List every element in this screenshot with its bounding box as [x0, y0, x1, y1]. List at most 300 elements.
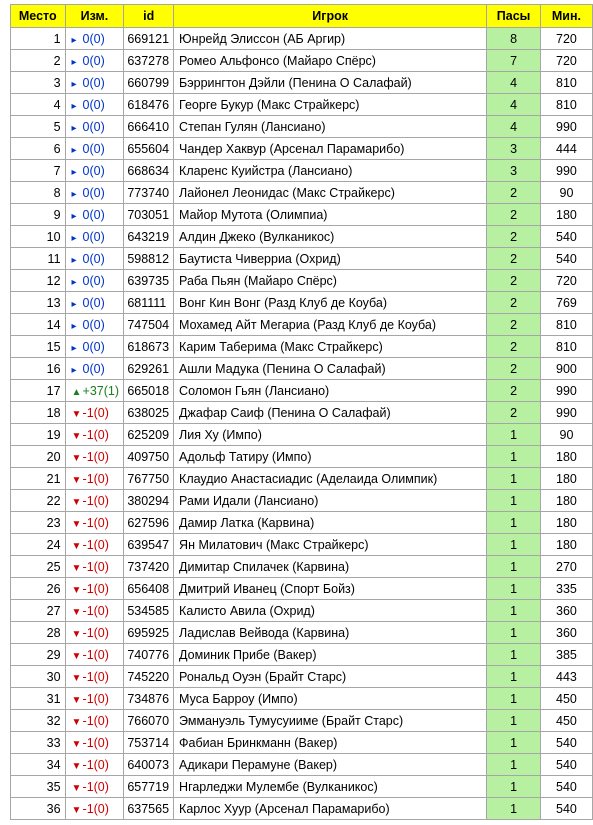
id-cell[interactable]: 655604	[124, 138, 174, 160]
player-cell[interactable]: Мохамед Айт Мегариа (Разд Клуб де Коуба)	[174, 314, 487, 336]
rank-cell[interactable]: 29	[11, 644, 66, 666]
change-cell[interactable]	[65, 116, 124, 138]
minutes-cell[interactable]: 810	[540, 72, 592, 94]
assists-cell[interactable]: 1	[487, 622, 541, 644]
table-row	[11, 248, 593, 270]
minutes-cell[interactable]: 360	[540, 600, 592, 622]
rank-cell[interactable]: 15	[11, 336, 66, 358]
arrow-down-icon: ▼	[71, 562, 82, 574]
rank-cell[interactable]: 5	[11, 116, 66, 138]
change-cell[interactable]	[65, 424, 124, 446]
player-cell[interactable]: Вонг Кин Вонг (Разд Клуб де Коуба)	[174, 292, 487, 314]
player-cell[interactable]: Лия Ху (Импо)	[174, 424, 487, 446]
change-value: 0(0)	[82, 207, 105, 222]
arrow-down-icon: ▼	[71, 474, 82, 486]
id-cell[interactable]: 409750	[124, 446, 174, 468]
rank-cell[interactable]: 11	[11, 248, 66, 270]
change-cell[interactable]	[65, 490, 124, 512]
assists-cell[interactable]: 2	[487, 314, 541, 336]
id-cell[interactable]: 734876	[124, 688, 174, 710]
rank-cell[interactable]: 26	[11, 578, 66, 600]
change-value: 0(0)	[82, 97, 105, 112]
player-cell[interactable]: Майор Мутота (Олимпиа)	[174, 204, 487, 226]
minutes-cell[interactable]: 990	[540, 116, 592, 138]
minutes-cell[interactable]: 540	[540, 732, 592, 754]
player-cell[interactable]: Карим Таберима (Макс Страйкерс)	[174, 336, 487, 358]
player-cell[interactable]: Дамир Латка (Карвина)	[174, 512, 487, 534]
player-cell[interactable]: Ладислав Вейвода (Карвина)	[174, 622, 487, 644]
rank-cell[interactable]: 36	[11, 798, 66, 820]
change-value: 0(0)	[82, 339, 105, 354]
id-cell[interactable]: 643219	[124, 226, 174, 248]
id-cell[interactable]: 380294	[124, 490, 174, 512]
id-cell[interactable]: 740776	[124, 644, 174, 666]
table-body	[11, 28, 593, 820]
arrow-right-icon: ▸	[71, 166, 77, 178]
arrow-right-icon: ▸	[71, 188, 77, 200]
change-cell[interactable]	[65, 512, 124, 534]
player-cell[interactable]: Нгарледжи Мулембе (Вулканикос)	[174, 776, 487, 798]
assists-cell[interactable]: 4	[487, 94, 541, 116]
assists-cell[interactable]: 3	[487, 160, 541, 182]
player-cell[interactable]: Димитар Спилачек (Карвина)	[174, 556, 487, 578]
rank-cell[interactable]: 27	[11, 600, 66, 622]
assists-cell[interactable]: 1	[487, 644, 541, 666]
change-value: -1(0)	[82, 779, 109, 794]
assists-cell[interactable]: 4	[487, 72, 541, 94]
id-cell[interactable]: 618673	[124, 336, 174, 358]
rank-cell[interactable]: 30	[11, 666, 66, 688]
minutes-cell[interactable]: 810	[540, 336, 592, 358]
change-value: 0(0)	[82, 251, 105, 266]
arrow-down-icon: ▼	[71, 496, 82, 508]
table-row	[11, 50, 593, 72]
change-cell[interactable]	[65, 358, 124, 380]
change-value: -1(0)	[82, 559, 109, 574]
minutes-cell[interactable]: 270	[540, 556, 592, 578]
rank-cell[interactable]: 35	[11, 776, 66, 798]
rank-cell[interactable]: 10	[11, 226, 66, 248]
table-row	[11, 358, 593, 380]
id-cell[interactable]: 773740	[124, 182, 174, 204]
change-cell[interactable]	[65, 94, 124, 116]
change-cell[interactable]	[65, 798, 124, 820]
player-cell[interactable]: Джафар Саиф (Пенина О Салафай)	[174, 402, 487, 424]
change-cell[interactable]	[65, 380, 124, 402]
header-assists[interactable]: Пасы	[487, 5, 541, 28]
change-value: 0(0)	[82, 119, 105, 134]
player-cell[interactable]: Георге Букур (Макс Страйкерс)	[174, 94, 487, 116]
minutes-cell[interactable]: 720	[540, 270, 592, 292]
id-cell[interactable]: 703051	[124, 204, 174, 226]
rank-cell[interactable]: 20	[11, 446, 66, 468]
rank-cell[interactable]: 4	[11, 94, 66, 116]
change-cell[interactable]	[65, 468, 124, 490]
player-cell[interactable]: Дмитрий Иванец (Спорт Бойз)	[174, 578, 487, 600]
player-cell[interactable]: Ашли Мадука (Пенина О Салафай)	[174, 358, 487, 380]
assists-cell[interactable]: 3	[487, 138, 541, 160]
player-cell[interactable]: Баутиста Чиверриа (Охрид)	[174, 248, 487, 270]
id-cell[interactable]: 638025	[124, 402, 174, 424]
arrow-down-icon: ▼	[71, 804, 82, 816]
rank-cell[interactable]: 17	[11, 380, 66, 402]
assists-cell[interactable]: 1	[487, 490, 541, 512]
player-cell[interactable]: Эммануэль Тумусуииме (Брайт Старс)	[174, 710, 487, 732]
change-cell[interactable]	[65, 644, 124, 666]
rank-cell[interactable]: 21	[11, 468, 66, 490]
arrow-right-icon: ▸	[71, 232, 77, 244]
change-value: 0(0)	[82, 229, 105, 244]
table-row	[11, 204, 593, 226]
arrow-down-icon: ▼	[71, 716, 82, 728]
arrow-down-icon: ▼	[71, 606, 82, 618]
table-row	[11, 512, 593, 534]
change-value: -1(0)	[82, 449, 109, 464]
arrow-down-icon: ▼	[71, 672, 82, 684]
assists-cell[interactable]: 1	[487, 688, 541, 710]
id-cell[interactable]: 656408	[124, 578, 174, 600]
assists-cell[interactable]: 2	[487, 182, 541, 204]
change-cell[interactable]	[65, 270, 124, 292]
arrow-right-icon: ▸	[71, 320, 77, 332]
header-change[interactable]: Изм.	[65, 5, 124, 28]
id-cell[interactable]: 637565	[124, 798, 174, 820]
change-cell[interactable]	[65, 226, 124, 248]
player-cell[interactable]: Фабиан Бринкманн (Вакер)	[174, 732, 487, 754]
assists-cell[interactable]: 4	[487, 116, 541, 138]
table-row	[11, 138, 593, 160]
table-row	[11, 292, 593, 314]
change-cell[interactable]	[65, 138, 124, 160]
change-value: 0(0)	[82, 75, 105, 90]
player-cell[interactable]: Рональд Оуэн (Брайт Старс)	[174, 666, 487, 688]
change-value: -1(0)	[82, 493, 109, 508]
id-cell[interactable]: 629261	[124, 358, 174, 380]
change-value: -1(0)	[82, 427, 109, 442]
id-cell[interactable]: 618476	[124, 94, 174, 116]
player-cell[interactable]: Доминик Прибе (Вакер)	[174, 644, 487, 666]
change-value: -1(0)	[82, 757, 109, 772]
player-cell[interactable]: Раба Пьян (Майаро Спёрс)	[174, 270, 487, 292]
change-cell[interactable]	[65, 710, 124, 732]
assists-cell[interactable]: 2	[487, 204, 541, 226]
minutes-cell[interactable]: 990	[540, 402, 592, 424]
rank-cell[interactable]: 14	[11, 314, 66, 336]
id-cell[interactable]: 660799	[124, 72, 174, 94]
player-cell[interactable]: Соломон Гьян (Лансиано)	[174, 380, 487, 402]
id-cell[interactable]: 753714	[124, 732, 174, 754]
minutes-cell[interactable]: 90	[540, 424, 592, 446]
arrow-right-icon: ▸	[71, 100, 77, 112]
minutes-cell[interactable]: 540	[540, 248, 592, 270]
arrow-down-icon: ▼	[71, 628, 82, 640]
id-cell[interactable]: 737420	[124, 556, 174, 578]
minutes-cell[interactable]: 540	[540, 226, 592, 248]
rank-cell[interactable]: 7	[11, 160, 66, 182]
change-value: 0(0)	[82, 31, 105, 46]
assists-cell[interactable]: 1	[487, 446, 541, 468]
minutes-cell[interactable]: 900	[540, 358, 592, 380]
change-cell[interactable]	[65, 248, 124, 270]
player-cell[interactable]: Алдин Джеко (Вулканикос)	[174, 226, 487, 248]
arrow-right-icon: ▸	[71, 342, 77, 354]
arrow-down-icon: ▼	[71, 782, 82, 794]
assists-cell[interactable]: 7	[487, 50, 541, 72]
change-cell[interactable]	[65, 182, 124, 204]
player-cell[interactable]: Клаудио Анастасиадис (Аделаида Олимпик)	[174, 468, 487, 490]
rank-cell[interactable]: 3	[11, 72, 66, 94]
player-cell[interactable]: Лайонел Леонидас (Макс Страйкерс)	[174, 182, 487, 204]
change-value: 0(0)	[82, 141, 105, 156]
minutes-cell[interactable]: 180	[540, 490, 592, 512]
minutes-cell[interactable]: 450	[540, 710, 592, 732]
rank-cell[interactable]: 33	[11, 732, 66, 754]
table-row	[11, 600, 593, 622]
player-cell[interactable]: Муса Барроу (Импо)	[174, 688, 487, 710]
change-cell[interactable]	[65, 446, 124, 468]
table-row	[11, 336, 593, 358]
id-cell[interactable]: 639547	[124, 534, 174, 556]
id-cell[interactable]: 657719	[124, 776, 174, 798]
arrow-down-icon: ▼	[71, 518, 82, 530]
assists-cell[interactable]: 2	[487, 358, 541, 380]
assists-cell[interactable]: 1	[487, 534, 541, 556]
minutes-cell[interactable]: 180	[540, 468, 592, 490]
rank-cell[interactable]: 1	[11, 28, 66, 50]
assists-cell[interactable]: 2	[487, 292, 541, 314]
minutes-cell[interactable]: 180	[540, 204, 592, 226]
player-cell[interactable]: Адольф Татиру (Импо)	[174, 446, 487, 468]
player-cell[interactable]: Юнрейд Элиссон (АБ Аргир)	[174, 28, 487, 50]
assists-cell[interactable]: 1	[487, 710, 541, 732]
rank-cell[interactable]: 18	[11, 402, 66, 424]
assists-cell[interactable]: 8	[487, 28, 541, 50]
change-cell[interactable]	[65, 160, 124, 182]
arrow-right-icon: ▸	[71, 56, 77, 68]
assists-cell[interactable]: 1	[487, 556, 541, 578]
rank-cell[interactable]: 6	[11, 138, 66, 160]
table-row	[11, 798, 593, 820]
change-value: 0(0)	[82, 163, 105, 178]
arrow-down-icon: ▼	[71, 650, 82, 662]
rank-cell[interactable]: 24	[11, 534, 66, 556]
minutes-cell[interactable]: 385	[540, 644, 592, 666]
change-cell[interactable]	[65, 314, 124, 336]
minutes-cell[interactable]: 180	[540, 512, 592, 534]
id-cell[interactable]: 598812	[124, 248, 174, 270]
change-cell[interactable]	[65, 50, 124, 72]
minutes-cell[interactable]: 720	[540, 50, 592, 72]
change-cell[interactable]	[65, 534, 124, 556]
change-cell[interactable]	[65, 578, 124, 600]
assists-cell[interactable]: 1	[487, 798, 541, 820]
change-cell[interactable]	[65, 28, 124, 50]
rank-cell[interactable]: 31	[11, 688, 66, 710]
table-row	[11, 182, 593, 204]
minutes-cell[interactable]: 720	[540, 28, 592, 50]
change-value: 0(0)	[82, 295, 105, 310]
assists-cell[interactable]: 1	[487, 754, 541, 776]
change-cell[interactable]	[65, 666, 124, 688]
player-cell[interactable]: Бэррингтон Дэйли (Пенина О Салафай)	[174, 72, 487, 94]
change-cell[interactable]	[65, 688, 124, 710]
player-cell[interactable]: Рами Идали (Лансиано)	[174, 490, 487, 512]
change-value: -1(0)	[82, 691, 109, 706]
header-id[interactable]: id	[124, 5, 174, 28]
assists-cell[interactable]: 2	[487, 336, 541, 358]
change-cell[interactable]	[65, 754, 124, 776]
table-row	[11, 644, 593, 666]
change-cell[interactable]	[65, 292, 124, 314]
arrow-right-icon: ▸	[71, 122, 77, 134]
header-row	[11, 5, 593, 28]
change-value: -1(0)	[82, 669, 109, 684]
change-cell[interactable]	[65, 72, 124, 94]
rank-cell[interactable]: 13	[11, 292, 66, 314]
rank-cell[interactable]: 34	[11, 754, 66, 776]
minutes-cell[interactable]: 540	[540, 754, 592, 776]
minutes-cell[interactable]: 444	[540, 138, 592, 160]
id-cell[interactable]: 665018	[124, 380, 174, 402]
table-row	[11, 424, 593, 446]
id-cell[interactable]: 625209	[124, 424, 174, 446]
assists-cell[interactable]: 2	[487, 270, 541, 292]
rank-cell[interactable]: 16	[11, 358, 66, 380]
assists-cell[interactable]: 1	[487, 424, 541, 446]
assists-cell[interactable]: 1	[487, 468, 541, 490]
player-cell[interactable]: Калисто Авила (Охрид)	[174, 600, 487, 622]
change-cell[interactable]	[65, 402, 124, 424]
change-value: -1(0)	[82, 735, 109, 750]
table-row	[11, 116, 593, 138]
assists-table	[10, 4, 593, 820]
rank-cell[interactable]: 12	[11, 270, 66, 292]
table-row	[11, 688, 593, 710]
change-cell[interactable]	[65, 204, 124, 226]
row-gutter	[0, 0, 10, 825]
assists-cell[interactable]: 2	[487, 226, 541, 248]
header-minutes[interactable]: Мин.	[540, 5, 592, 28]
id-cell[interactable]: 640073	[124, 754, 174, 776]
id-cell[interactable]: 681111	[124, 292, 174, 314]
change-cell[interactable]	[65, 556, 124, 578]
rank-cell[interactable]: 23	[11, 512, 66, 534]
table-row	[11, 666, 593, 688]
assists-cell[interactable]: 1	[487, 666, 541, 688]
table-row	[11, 776, 593, 798]
minutes-cell[interactable]: 769	[540, 292, 592, 314]
rank-cell[interactable]: 19	[11, 424, 66, 446]
table-row	[11, 732, 593, 754]
minutes-cell[interactable]: 443	[540, 666, 592, 688]
arrow-up-icon: ▲	[71, 386, 82, 398]
minutes-cell[interactable]: 450	[540, 688, 592, 710]
rank-cell[interactable]: 9	[11, 204, 66, 226]
assists-cell[interactable]: 1	[487, 578, 541, 600]
rank-cell[interactable]: 22	[11, 490, 66, 512]
table-row	[11, 754, 593, 776]
id-cell[interactable]: 695925	[124, 622, 174, 644]
assists-cell[interactable]: 1	[487, 732, 541, 754]
id-cell[interactable]: 766070	[124, 710, 174, 732]
id-cell[interactable]: 637278	[124, 50, 174, 72]
change-cell[interactable]	[65, 336, 124, 358]
minutes-cell[interactable]: 810	[540, 94, 592, 116]
rank-cell[interactable]: 8	[11, 182, 66, 204]
minutes-cell[interactable]: 990	[540, 160, 592, 182]
change-cell[interactable]	[65, 776, 124, 798]
id-cell[interactable]: 747504	[124, 314, 174, 336]
table-row	[11, 72, 593, 94]
minutes-cell[interactable]: 90	[540, 182, 592, 204]
minutes-cell[interactable]: 990	[540, 380, 592, 402]
change-value: -1(0)	[82, 801, 109, 816]
arrow-down-icon: ▼	[71, 408, 82, 420]
id-cell[interactable]: 767750	[124, 468, 174, 490]
minutes-cell[interactable]: 540	[540, 798, 592, 820]
change-cell[interactable]	[65, 622, 124, 644]
minutes-cell[interactable]: 335	[540, 578, 592, 600]
table-row	[11, 160, 593, 182]
minutes-cell[interactable]: 180	[540, 534, 592, 556]
assists-cell[interactable]: 2	[487, 402, 541, 424]
table-row	[11, 578, 593, 600]
minutes-cell[interactable]: 540	[540, 776, 592, 798]
player-cell[interactable]: Степан Гулян (Лансиано)	[174, 116, 487, 138]
change-value: -1(0)	[82, 471, 109, 486]
table-row	[11, 468, 593, 490]
rank-cell[interactable]: 32	[11, 710, 66, 732]
player-cell[interactable]: Кларенс Куийстра (Лансиано)	[174, 160, 487, 182]
id-cell[interactable]: 534585	[124, 600, 174, 622]
minutes-cell[interactable]: 360	[540, 622, 592, 644]
change-cell[interactable]	[65, 600, 124, 622]
table-row	[11, 314, 593, 336]
assists-cell[interactable]: 2	[487, 380, 541, 402]
player-cell[interactable]: Чандер Хаквур (Арсенал Парамарибо)	[174, 138, 487, 160]
rank-cell[interactable]: 25	[11, 556, 66, 578]
change-value: -1(0)	[82, 581, 109, 596]
rank-cell[interactable]: 2	[11, 50, 66, 72]
minutes-cell[interactable]: 180	[540, 446, 592, 468]
id-cell[interactable]: 669121	[124, 28, 174, 50]
id-cell[interactable]: 627596	[124, 512, 174, 534]
assists-cell[interactable]: 1	[487, 776, 541, 798]
header-player[interactable]: Игрок	[174, 5, 487, 28]
header-rank[interactable]: Место	[11, 5, 66, 28]
id-cell[interactable]: 639735	[124, 270, 174, 292]
minutes-cell[interactable]: 810	[540, 314, 592, 336]
change-value: 0(0)	[82, 53, 105, 68]
assists-cell[interactable]: 1	[487, 600, 541, 622]
table-row	[11, 622, 593, 644]
player-cell[interactable]: Ян Милатович (Макс Страйкерс)	[174, 534, 487, 556]
arrow-right-icon: ▸	[71, 364, 77, 376]
player-cell[interactable]: Карлос Хуур (Арсенал Парамарибо)	[174, 798, 487, 820]
player-cell[interactable]: Ромео Альфонсо (Майаро Спёрс)	[174, 50, 487, 72]
arrow-down-icon: ▼	[71, 760, 82, 772]
change-cell[interactable]	[65, 732, 124, 754]
arrow-down-icon: ▼	[71, 452, 82, 464]
assists-cell[interactable]: 1	[487, 512, 541, 534]
change-value: +37(1)	[82, 383, 120, 398]
id-cell[interactable]: 668634	[124, 160, 174, 182]
player-cell[interactable]: Адикари Перамуне (Вакер)	[174, 754, 487, 776]
assists-cell[interactable]: 2	[487, 248, 541, 270]
id-cell[interactable]: 666410	[124, 116, 174, 138]
rank-cell[interactable]: 28	[11, 622, 66, 644]
id-cell[interactable]: 745220	[124, 666, 174, 688]
